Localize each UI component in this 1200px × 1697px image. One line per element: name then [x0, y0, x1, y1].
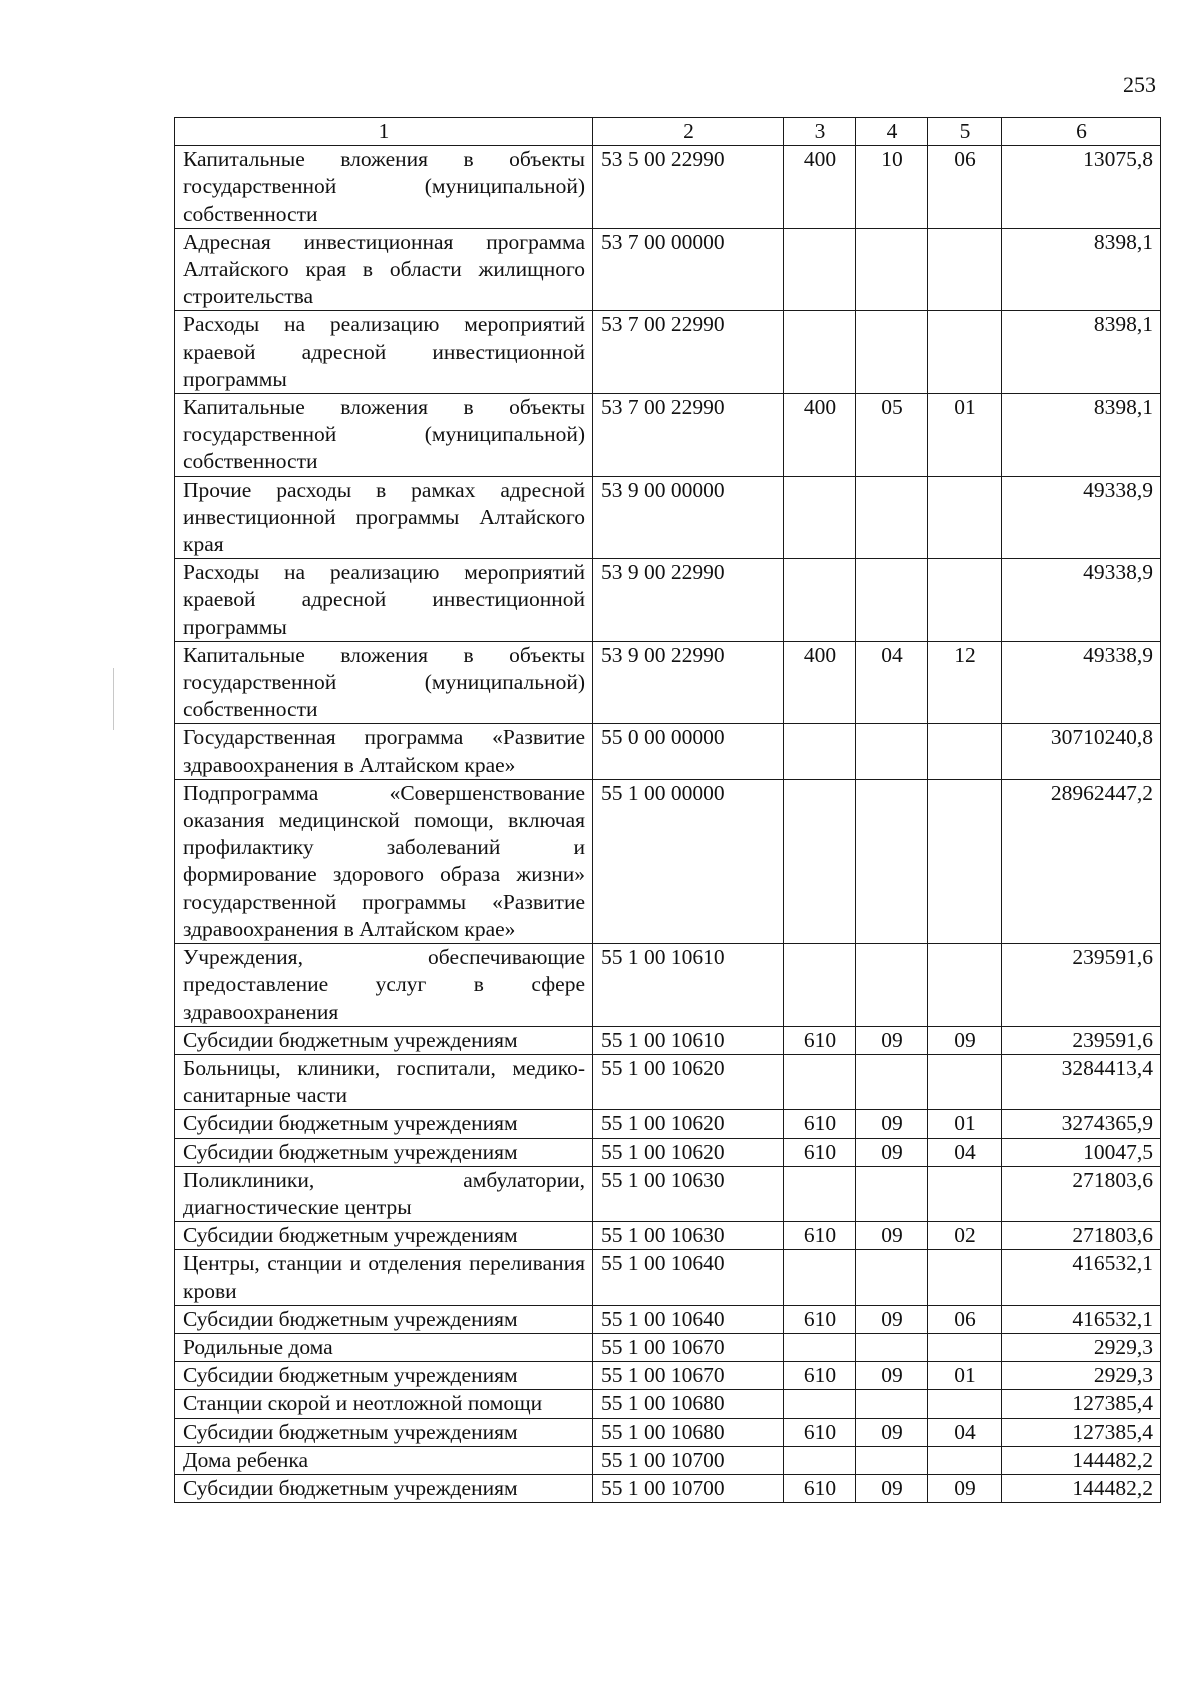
table-row	[175, 1138, 1161, 1166]
row-expense-type	[784, 944, 856, 1027]
row-subsection	[928, 1390, 1002, 1418]
row-name: Станции скорой и неотложной помощи	[175, 1390, 593, 1418]
table-row	[175, 1474, 1161, 1502]
table-row	[175, 476, 1161, 559]
row-code: 53 9 00 00000	[593, 476, 784, 559]
row-section: 09	[856, 1474, 928, 1502]
row-amount: 49338,9	[1002, 641, 1161, 724]
row-subsection	[928, 1054, 1002, 1109]
row-code: 55 1 00 10630	[593, 1166, 784, 1221]
row-subsection	[928, 779, 1002, 943]
table-row	[175, 311, 1161, 394]
row-expense-type: 610	[784, 1222, 856, 1250]
table-row	[175, 1250, 1161, 1305]
row-amount: 8398,1	[1002, 228, 1161, 311]
row-subsection: 12	[928, 641, 1002, 724]
row-amount: 2929,3	[1002, 1333, 1161, 1361]
row-amount: 239591,6	[1002, 1026, 1161, 1054]
row-section: 10	[856, 146, 928, 229]
row-amount: 13075,8	[1002, 146, 1161, 229]
column-header: 1	[175, 118, 593, 146]
row-name: Родильные дома	[175, 1333, 593, 1361]
row-section	[856, 724, 928, 779]
row-code: 55 1 00 10630	[593, 1222, 784, 1250]
row-expense-type	[784, 311, 856, 394]
row-subsection	[928, 559, 1002, 642]
page-number: 253	[1123, 72, 1156, 97]
row-subsection	[928, 724, 1002, 779]
row-expense-type: 610	[784, 1026, 856, 1054]
column-header: 2	[593, 118, 784, 146]
row-section	[856, 779, 928, 943]
row-subsection: 06	[928, 146, 1002, 229]
row-name: Капитальные вложения в объекты государственной (муниципальной) собственности	[175, 146, 593, 229]
header-row	[175, 118, 1161, 146]
row-code: 55 1 00 10620	[593, 1054, 784, 1109]
row-name: Субсидии бюджетным учреждениям	[175, 1362, 593, 1390]
row-code: 55 1 00 10640	[593, 1305, 784, 1333]
row-section	[856, 1446, 928, 1474]
row-expense-type	[784, 1333, 856, 1361]
row-section	[856, 1390, 928, 1418]
table-row	[175, 1222, 1161, 1250]
row-expense-type: 610	[784, 1305, 856, 1333]
row-section	[856, 476, 928, 559]
table-row	[175, 1333, 1161, 1361]
row-amount: 30710240,8	[1002, 724, 1161, 779]
row-section: 09	[856, 1418, 928, 1446]
table-row	[175, 944, 1161, 1027]
row-expense-type	[784, 779, 856, 943]
row-name: Субсидии бюджетным учреждениям	[175, 1138, 593, 1166]
row-amount: 416532,1	[1002, 1305, 1161, 1333]
column-header: 5	[928, 118, 1002, 146]
table-row	[175, 146, 1161, 229]
row-name: Субсидии бюджетным учреждениям	[175, 1026, 593, 1054]
table-body	[175, 146, 1161, 1503]
row-amount: 10047,5	[1002, 1138, 1161, 1166]
row-section	[856, 1166, 928, 1221]
row-amount: 2929,3	[1002, 1362, 1161, 1390]
column-header: 4	[856, 118, 928, 146]
row-expense-type: 400	[784, 394, 856, 477]
row-subsection: 01	[928, 1362, 1002, 1390]
table-row	[175, 1110, 1161, 1138]
row-name: Адресная инвестиционная программа Алтайского края в области жилищного строительства	[175, 228, 593, 311]
table-row	[175, 394, 1161, 477]
row-amount: 271803,6	[1002, 1166, 1161, 1221]
row-section	[856, 228, 928, 311]
table-row	[175, 724, 1161, 779]
row-code: 53 9 00 22990	[593, 559, 784, 642]
row-name: Субсидии бюджетным учреждениям	[175, 1222, 593, 1250]
row-subsection	[928, 1333, 1002, 1361]
table-row	[175, 641, 1161, 724]
row-expense-type	[784, 724, 856, 779]
row-code: 53 7 00 00000	[593, 228, 784, 311]
row-section: 09	[856, 1138, 928, 1166]
row-subsection: 01	[928, 1110, 1002, 1138]
row-code: 55 0 00 00000	[593, 724, 784, 779]
row-section: 04	[856, 641, 928, 724]
row-expense-type: 400	[784, 641, 856, 724]
row-expense-type: 610	[784, 1362, 856, 1390]
row-expense-type	[784, 476, 856, 559]
row-section	[856, 1250, 928, 1305]
row-code: 55 1 00 00000	[593, 779, 784, 943]
row-amount: 3284413,4	[1002, 1054, 1161, 1109]
row-expense-type	[784, 1166, 856, 1221]
row-code: 55 1 00 10610	[593, 1026, 784, 1054]
row-name: Центры, станции и отделения переливания крови	[175, 1250, 593, 1305]
row-amount: 8398,1	[1002, 311, 1161, 394]
row-code: 55 1 00 10700	[593, 1474, 784, 1502]
row-subsection: 09	[928, 1474, 1002, 1502]
row-amount: 49338,9	[1002, 476, 1161, 559]
row-name: Государственная программа «Развитие здравоохранения в Алтайском крае»	[175, 724, 593, 779]
row-subsection	[928, 228, 1002, 311]
row-name: Субсидии бюджетным учреждениям	[175, 1474, 593, 1502]
row-expense-type	[784, 1250, 856, 1305]
row-amount: 3274365,9	[1002, 1110, 1161, 1138]
row-subsection: 09	[928, 1026, 1002, 1054]
table-row	[175, 1446, 1161, 1474]
row-section	[856, 311, 928, 394]
row-code: 55 1 00 10640	[593, 1250, 784, 1305]
row-amount: 239591,6	[1002, 944, 1161, 1027]
row-code: 55 1 00 10680	[593, 1390, 784, 1418]
row-section: 09	[856, 1305, 928, 1333]
row-code: 53 5 00 22990	[593, 146, 784, 229]
column-header: 3	[784, 118, 856, 146]
row-amount: 144482,2	[1002, 1474, 1161, 1502]
row-amount: 28962447,2	[1002, 779, 1161, 943]
scan-edge-mark	[113, 668, 114, 730]
row-amount: 271803,6	[1002, 1222, 1161, 1250]
row-subsection	[928, 311, 1002, 394]
row-subsection	[928, 1446, 1002, 1474]
table-row	[175, 559, 1161, 642]
table-row	[175, 1305, 1161, 1333]
row-expense-type: 610	[784, 1418, 856, 1446]
row-expense-type: 610	[784, 1474, 856, 1502]
row-code: 55 1 00 10700	[593, 1446, 784, 1474]
row-subsection: 04	[928, 1418, 1002, 1446]
row-code: 55 1 00 10670	[593, 1333, 784, 1361]
row-amount: 127385,4	[1002, 1390, 1161, 1418]
column-header: 6	[1002, 118, 1161, 146]
row-code: 55 1 00 10610	[593, 944, 784, 1027]
row-subsection	[928, 1166, 1002, 1221]
table-row	[175, 1362, 1161, 1390]
row-subsection: 06	[928, 1305, 1002, 1333]
row-expense-type	[784, 559, 856, 642]
row-amount: 127385,4	[1002, 1418, 1161, 1446]
row-code: 55 1 00 10620	[593, 1138, 784, 1166]
row-section: 09	[856, 1362, 928, 1390]
row-name: Субсидии бюджетным учреждениям	[175, 1418, 593, 1446]
row-name: Субсидии бюджетным учреждениям	[175, 1110, 593, 1138]
row-expense-type	[784, 1446, 856, 1474]
row-name: Дома ребенка	[175, 1446, 593, 1474]
row-section	[856, 944, 928, 1027]
row-name: Субсидии бюджетным учреждениям	[175, 1305, 593, 1333]
row-name: Поликлиники, амбулатории, диагностические центры	[175, 1166, 593, 1221]
row-amount: 8398,1	[1002, 394, 1161, 477]
row-code: 55 1 00 10670	[593, 1362, 784, 1390]
table-row	[175, 1390, 1161, 1418]
row-name: Капитальные вложения в объекты государственной (муниципальной) собственности	[175, 394, 593, 477]
table-header	[175, 118, 1161, 146]
row-expense-type: 400	[784, 146, 856, 229]
row-subsection	[928, 944, 1002, 1027]
row-name: Подпрограмма «Совершенствование оказания медицинской помощи, включая профилактику заболеваний и формирование здорового образа жизни» государственной программы «Развитие здравоохранения в Алтайском крае»	[175, 779, 593, 943]
row-subsection: 01	[928, 394, 1002, 477]
row-name: Капитальные вложения в объекты государственной (муниципальной) собственности	[175, 641, 593, 724]
row-name: Расходы на реализацию мероприятий краевой адресной инвестиционной программы	[175, 559, 593, 642]
table-row	[175, 1054, 1161, 1109]
row-section	[856, 1333, 928, 1361]
row-expense-type: 610	[784, 1138, 856, 1166]
row-name: Учреждения, обеспечивающие предоставление услуг в сфере здравоохранения	[175, 944, 593, 1027]
row-amount: 144482,2	[1002, 1446, 1161, 1474]
row-section: 09	[856, 1222, 928, 1250]
row-subsection	[928, 476, 1002, 559]
table-row	[175, 1418, 1161, 1446]
row-code: 53 9 00 22990	[593, 641, 784, 724]
row-code: 55 1 00 10680	[593, 1418, 784, 1446]
row-expense-type	[784, 228, 856, 311]
row-subsection: 04	[928, 1138, 1002, 1166]
row-subsection: 02	[928, 1222, 1002, 1250]
row-section: 09	[856, 1026, 928, 1054]
row-amount: 49338,9	[1002, 559, 1161, 642]
row-expense-type	[784, 1054, 856, 1109]
row-section	[856, 1054, 928, 1109]
row-section: 05	[856, 394, 928, 477]
row-expense-type: 610	[784, 1110, 856, 1138]
row-code: 55 1 00 10620	[593, 1110, 784, 1138]
row-code: 53 7 00 22990	[593, 311, 784, 394]
table-row	[175, 779, 1161, 943]
row-section	[856, 559, 928, 642]
row-name: Больницы, клиники, госпитали, медико-санитарные части	[175, 1054, 593, 1109]
row-code: 53 7 00 22990	[593, 394, 784, 477]
row-name: Расходы на реализацию мероприятий краевой адресной инвестиционной программы	[175, 311, 593, 394]
table-row	[175, 228, 1161, 311]
row-name: Прочие расходы в рамках адресной инвестиционной программы Алтайского края	[175, 476, 593, 559]
table-row	[175, 1166, 1161, 1221]
row-subsection	[928, 1250, 1002, 1305]
table-row	[175, 1026, 1161, 1054]
budget-table	[174, 117, 1161, 1503]
row-amount: 416532,1	[1002, 1250, 1161, 1305]
row-expense-type	[784, 1390, 856, 1418]
row-section: 09	[856, 1110, 928, 1138]
